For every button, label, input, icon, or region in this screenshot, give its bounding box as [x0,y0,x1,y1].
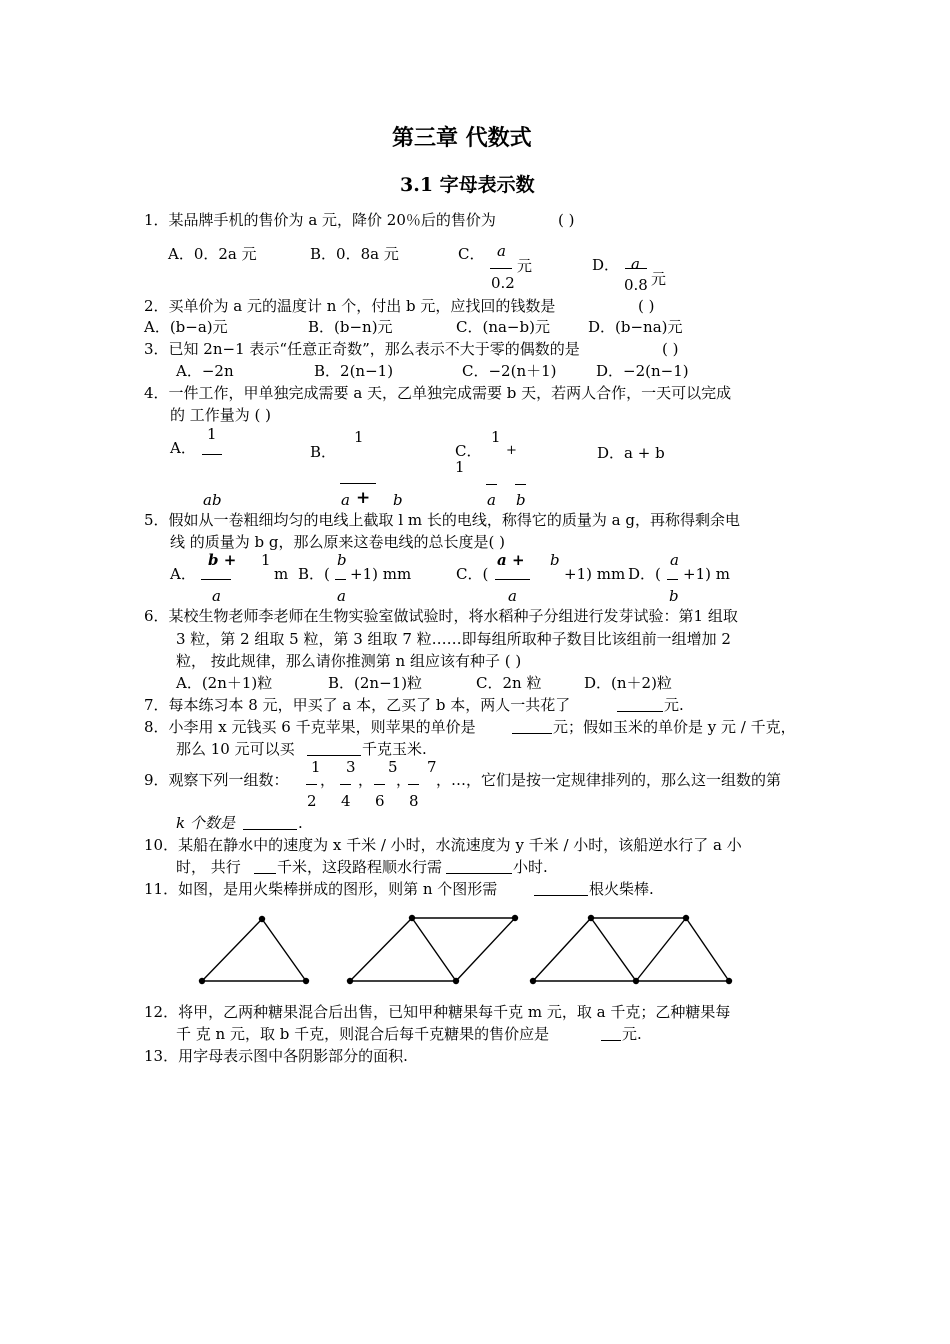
q3-stem: 3．已知 2n−1 表示“任意正奇数”，那么表示不大于零的偶数的是 [144,340,580,358]
q4-line1: 4．一件工作，甲单独完成需要 a 天，乙单独完成需要 b 天，若两人合作，一天可以完成 [144,384,732,402]
q10-line2-c: 小时. [513,858,548,876]
q7-stem: 7．每本练习本 8 元，甲买了 a 本，乙买了 b 本，两人一共花了 [144,696,571,714]
q4-option-c-fraction-bar-1 [486,484,497,485]
q11-stem: 11．如图，是用火柴棒拼成的图形，则第 n 个图形需 [144,880,498,898]
q7-end: 元. [664,696,684,714]
q3-option-a: A．−2n [176,362,234,380]
q5-option-d-denominator: b [669,587,679,605]
q1-option-c-fraction-bar [490,268,512,269]
q9-line2: k 个数是 [176,814,235,832]
q5-option-c-fraction-bar [495,579,530,580]
q2-option-d: D．(b−na)元 [588,318,683,336]
section-title: 3.1 字母表示数 [400,174,535,196]
q1-option-c-label: C． [458,245,485,263]
q11-end: 根火柴棒. [589,880,654,898]
q9-line2-end: . [298,814,303,832]
q4-option-c-denominator-b: b [516,491,526,509]
q9-denominator-1: 2 [307,792,317,810]
q5-option-b-numerator: b [337,551,347,569]
q12-line2-a: 千 克 n 元，取 b 千克，则混合后每千克糖果的售价应是 [176,1025,550,1043]
q9-separator-3: ， [396,771,412,789]
q4-option-c-denominator-a: a [487,491,496,509]
q7-answer-blank[interactable] [617,711,663,712]
q4-option-a-numerator: 1 [207,425,217,443]
q10-answer-blank-2[interactable] [446,873,512,874]
q5-option-a-denominator: a [212,587,221,605]
q4-option-b-denominator-plus: + [356,488,371,508]
q5-option-a-unit: m [274,565,289,583]
q12-answer-blank[interactable] [601,1040,621,1041]
q4-option-b-label: B． [310,443,337,461]
q8-line2-a: 那么 10 元可以买 [176,740,295,758]
q3-paren: ( ) [662,340,679,358]
q9-separator-2: ， [358,771,374,789]
matchstick-joints [199,915,732,984]
q12-line2-b: 元. [622,1025,642,1043]
q5-option-b-label: B．( [298,565,330,583]
q13-stem: 13．用字母表示图中各阴影部分的面积. [144,1047,408,1065]
q1-option-d-numerator: a [631,255,640,273]
q9-denominator-2: 4 [341,792,351,810]
q10-line2-a: 时， 共行 [176,858,241,876]
q2-paren: ( ) [638,297,655,315]
q1-option-a: A．0．2a 元 [168,245,257,263]
q5-line2: 线 的质量为 b g，那么原来这卷电线的总长度是( ) [170,533,505,551]
q8-answer-blank-1[interactable] [512,733,552,734]
q1-option-d-denominator: 0.8 [624,276,648,294]
matchstick-shape-1 [202,919,306,981]
q9-numerator-2: 3 [346,758,356,776]
q4-line2: 的 工作量为 ( ) [170,406,272,424]
q1-option-b: B．0．8a 元 [310,245,399,263]
q5-option-c-denominator: a [508,587,517,605]
q5-option-b-fraction-bar [335,579,346,580]
q9-separator-1: ， [320,771,336,789]
q8-answer-blank-2[interactable] [307,755,361,756]
q4-option-b-denominator-a: a [341,491,350,509]
q8-line1-b: 元；假如玉米的单价是 y 元 / 千克， [553,718,796,736]
q9-answer-blank[interactable] [243,829,297,830]
q4-option-c-label: C． [455,442,482,460]
q1-paren: ( ) [558,211,575,229]
q4-option-a-denominator: ab [203,491,222,509]
q1-option-c-numerator: a [497,242,506,260]
q5-option-a-label: A． [170,565,196,583]
q1-option-d-unit: 元 [651,270,667,288]
q5-option-b-denominator: a [337,587,346,605]
q8-line1-a: 8．小李用 x 元钱买 6 千克苹果，则苹果的单价是 [144,718,476,736]
q12-line1: 12．将甲，乙两种糖果混合后出售，已知甲种糖果每千克 m 元，取 a 千克；乙种糖果每 [144,1003,731,1021]
q10-answer-blank-1[interactable] [254,873,276,874]
q6-line3: 粒， 按此规律，那么请你推测第 n 组应该有种子 ( ) [176,652,522,670]
q4-option-c-numerator-2: 1 [455,458,465,476]
q3-option-d: D．−2(n−1) [596,362,689,380]
q5-line1: 5．假如从一卷粗细均匀的电线上截取 l m 长的电线，称得它的质量为 a g，再称得剩余电 [144,511,740,529]
q9-fraction-bar-2 [340,784,351,785]
q5-option-b-rest: +1) mm [350,565,412,583]
q4-option-b-denominator-b: b [393,491,403,509]
q2-stem: 2．买单价为 a 元的温度计 n 个，付出 b 元，应找回的钱数是 [144,297,556,315]
q11-answer-blank[interactable] [534,895,588,896]
q4-option-c-plus: + [506,443,517,458]
q4-option-b-fraction-bar [340,483,376,484]
q9-numerator-4: 7 [427,758,437,776]
q4-option-a-label: A． [170,439,196,457]
q6-option-a: A．(2n＋1)粒 [176,674,273,692]
q3-option-b: B．2(n−1) [314,362,394,380]
q9-denominator-4: 8 [409,792,419,810]
q5-option-a-numerator-one: 1 [261,551,271,569]
q6-option-d: D．(n＋2)粒 [584,674,672,692]
q2-option-c: C．(na−b)元 [456,318,550,336]
q9-numerator-3: 5 [388,758,398,776]
q9-fraction-bar-1 [306,784,317,785]
q2-option-b: B．(b−n)元 [308,318,393,336]
q1-stem: 1．某品牌手机的售价为 a 元，降价 20％后的售价为 [144,211,496,229]
q5-option-c-numerator: a + [497,551,525,569]
q3-option-c: C．−2(n＋1) [462,362,557,380]
matchstick-shape-3 [533,918,729,981]
q4-option-a-fraction-bar [202,454,222,455]
q5-option-c-numerator-b: b [550,551,560,569]
q6-option-b: B．(2n−1)粒 [328,674,423,692]
q1-option-d-label: D． [592,256,620,274]
q2-option-a: A．(b−a)元 [144,318,228,336]
q6-line2: 3 粒，第 2 组取 5 粒，第 3 组取 7 粒……即每组所取种子数目比该组前一组增加 2 [176,630,731,648]
q10-line1: 10．某船在静水中的速度为 x 千米 / 小时，水流速度为 y 千米 / 小时，该船逆水行了 a 小 [144,836,742,854]
q9-denominator-3: 6 [375,792,385,810]
q9-prefix: 9．观察下列一组数： [144,771,289,789]
q4-option-d: D．a + b [597,444,665,462]
q5-option-d-rest: +1) m [683,565,730,583]
q1-option-c-unit: 元 [517,257,533,275]
q9-fraction-bar-3 [374,784,385,785]
matchstick-shape-2 [350,918,515,981]
q4-option-c-fraction-bar-2 [515,484,526,485]
q1-option-c-denominator: 0.2 [491,274,515,292]
q9-numerator-1: 1 [311,758,321,776]
q9-fraction-bar-4 [408,784,419,785]
q5-option-d-label: D．( [628,565,661,583]
q10-line2-b: 千米，这段路程顺水行需 [277,858,443,876]
q8-line2-b: 千克玉米. [362,740,427,758]
q4-option-b-numerator: 1 [354,428,364,446]
q4-option-c-numerator-1: 1 [491,428,501,446]
chapter-title: 第三章 代数式 [392,125,532,151]
q6-line1: 6．某校生物老师李老师在生物实验室做试验时，将水稻种子分组进行发芽试验：第1 组取 [144,607,738,625]
q5-option-c-label: C．( [456,565,489,583]
q9-suffix: ，…，它们是按一定规律排列的，那么这一组数的第 [436,771,782,789]
q5-option-a-fraction-bar [201,579,231,580]
q6-option-c: C．2n 粒 [476,674,542,692]
q5-option-d-numerator: a [670,551,679,569]
q5-option-a-numerator: b + [208,551,237,569]
q1-option-d-fraction-bar [625,268,647,269]
q5-option-d-fraction-bar [667,579,678,580]
q5-option-c-rest: +1) mm [564,565,626,583]
